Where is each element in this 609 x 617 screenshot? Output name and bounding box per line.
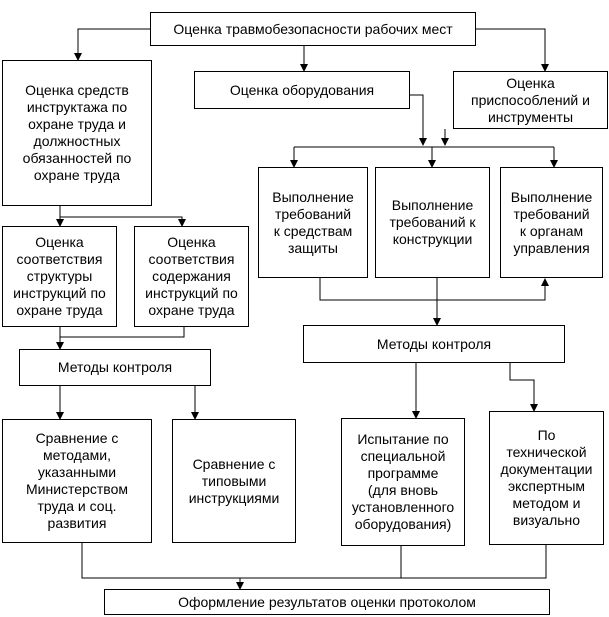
node-tech-docs: По технической документации экспертным методом и визуально: [489, 411, 604, 545]
node-req-design: Выполнение требований к конструкции: [375, 167, 490, 278]
connector-req-bottom-bus: [320, 278, 545, 300]
connector-instr-means-to-content: [60, 217, 182, 226]
node-methods-right: Методы контроля: [303, 325, 565, 363]
connector-root-to-fixtures: [476, 29, 545, 71]
connector-collector-left: [82, 543, 401, 578]
connector-instr-to-methods-left: [60, 327, 184, 337]
connector-methods-right-to-docs: [510, 363, 534, 411]
node-compare-typical: Сравнение с типовыми инструкциями: [172, 419, 296, 543]
node-compare-ministry: Сравнение с методами, указанными Министерством труда и соц. развития: [2, 419, 152, 543]
node-fixtures: Оценка приспособлений и инструменты: [453, 71, 608, 129]
node-req-controls: Выполнение требований к органам управления: [500, 167, 603, 278]
node-methods-left: Методы контроля: [19, 349, 211, 386]
connector-root-to-instr-means: [78, 29, 150, 60]
node-equipment: Оценка оборудования: [194, 71, 410, 109]
node-result: Оформление результатов оценки протоколом: [104, 589, 550, 615]
node-testing-program: Испытание по специальной программе (для вновь установленного оборудования): [341, 418, 465, 546]
connector-equipment-to-bus: [410, 95, 423, 145]
node-instr-means: Оценка средств инструктажа по охране труда и должностных обязанностей по охране труда: [2, 60, 152, 206]
node-req-protection: Выполнение требований к средствам защиты: [258, 167, 368, 278]
node-root: Оценка травмобезопасности рабочих мест: [150, 12, 476, 46]
node-instr-structure: Оценка соответствия структуры инструкций по охране труда: [2, 226, 117, 327]
node-instr-content: Оценка соответствия содержания инструкций по охране труда: [134, 226, 249, 327]
connector-collector-right: [401, 545, 546, 578]
